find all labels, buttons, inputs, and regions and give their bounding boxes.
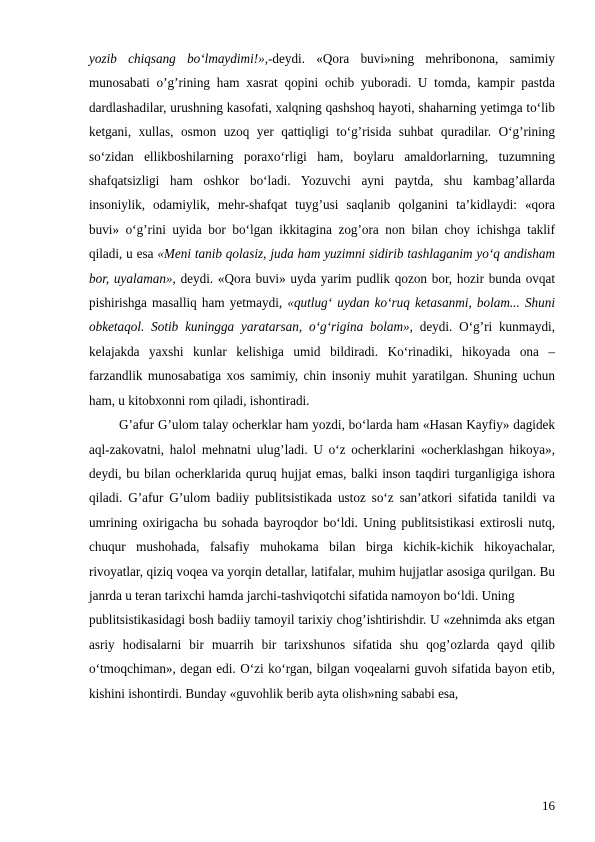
text-run: -deydi. «Qora buvi»ning mehribonona, samimiy munosabati o’g’rining ham xasrat qopini ochib yuboradi. U tomda, kampir pastda dardlashadilar, urushning kasofati, xalqning qashshoq hayoti, shaharning yetimga to‘lib ketgani, xullas, osmon uzoq yer qattiqligi to‘g’risida suhbat quradilar. O‘g’rining so‘zidan ellikboshilarning poraxo‘rligi ham, boylaru amaldorlarning, tuzumning shafqatsizligi ham oshkor bo‘ladi. Yozuvchi ayni paytda, shu kambag’allarda insoniylik, odamiylik, mehr-shafqat tuyg’usi saqlanib qolganini ta’kidlaydi: «qora buvi» o‘g’rini uyida bor bo‘lgan ikkitagina zog’ora non bilan choy ichishga taklif qiladi, u esa <box>89 51 555 262</box>
text-run: deydi. «Qora buvi» uyda yarim pudlik qozon bor, hozir bunda ovqat pishirishga masalliq ham yetmaydi, <box>89 270 555 311</box>
paragraph-3 <box>89 608 555 706</box>
italic-quote: «qutlug‘ uydan ko‘ruq ketasanmi, bolam... Shuni obketaqol. Sotib kuningga yaratarsan, o‘g‘rigina bolam», <box>89 295 555 335</box>
page-number: 16 <box>542 798 555 813</box>
text-run: G’afur G’ulom talay ocherklar ham yozdi, bo‘larda ham «Hasan Kayfiy» dagidek aql-zakovatni, halol mehnatni ulug’ladi. U o‘z ocherklarini «ocherklashgan hikoya», deydi, bu bilan ocherklarida quruq hujjat emas, balki inson taqdiri turganligiga ishora qiladi. G’afur G’ulom badiiy publitsistikada ustoz so‘z san’atkori sifatida tanildi va umrining oxirigacha bu sohada bayroqdor bo‘ldi. Uning publitsistikasi extirosli nutq, chuqur mushohada, falsafiy muhokama bilan birga kichik-kichik hikoyachalar, rivoyatlar, qiziq voqea va yorqin detallar, latifalar, muhim hujjatlar asosiga qurilgan. Bu janrda u teran tarixchi hamda jarchi-tashviqotchi sifatida namoyon bo‘ldi. Uning <box>89 417 555 603</box>
text-run: deydi. O‘g’ri kunmaydi, kelajakda yaxshi kunlar kelishiga umid bildiradi. Ko‘rinadiki, hikoyada ona – farzandlik munosabatiga xos samimiy, chin insoniy muhit yaratilgan. Shuning uchun ham, u kitobxonni rom qiladi, ishontiradi. <box>89 319 555 408</box>
paragraph-1 <box>89 47 555 413</box>
italic-quote: «Meni tanib qolasiz, juda ham yuzimni sidirib tashlaganim yo‘q andisham bor, uyalaman», <box>89 246 555 286</box>
italic-quote: yozib chiqsang bo‘lmaydimi!», <box>89 51 269 66</box>
paragraph-2 <box>89 413 555 608</box>
text-run: publitsistikasidagi bosh badiiy tamoyil tarixiy chog’ishtirishdir. U «zehnimda aks etgan asriy hodisalarni bir muarrih bir tarixshunos sifatida shu qog’ozlarda qayd qilib o‘tmoqchiman», degan edi. O‘zi ko‘rgan, bilgan voqealarni guvoh sifatida bayon etib, kishini ishontirdi. Bunday «guvohlik berib ayta olish»ning sababi esa, <box>89 612 555 701</box>
body-text <box>89 47 555 706</box>
